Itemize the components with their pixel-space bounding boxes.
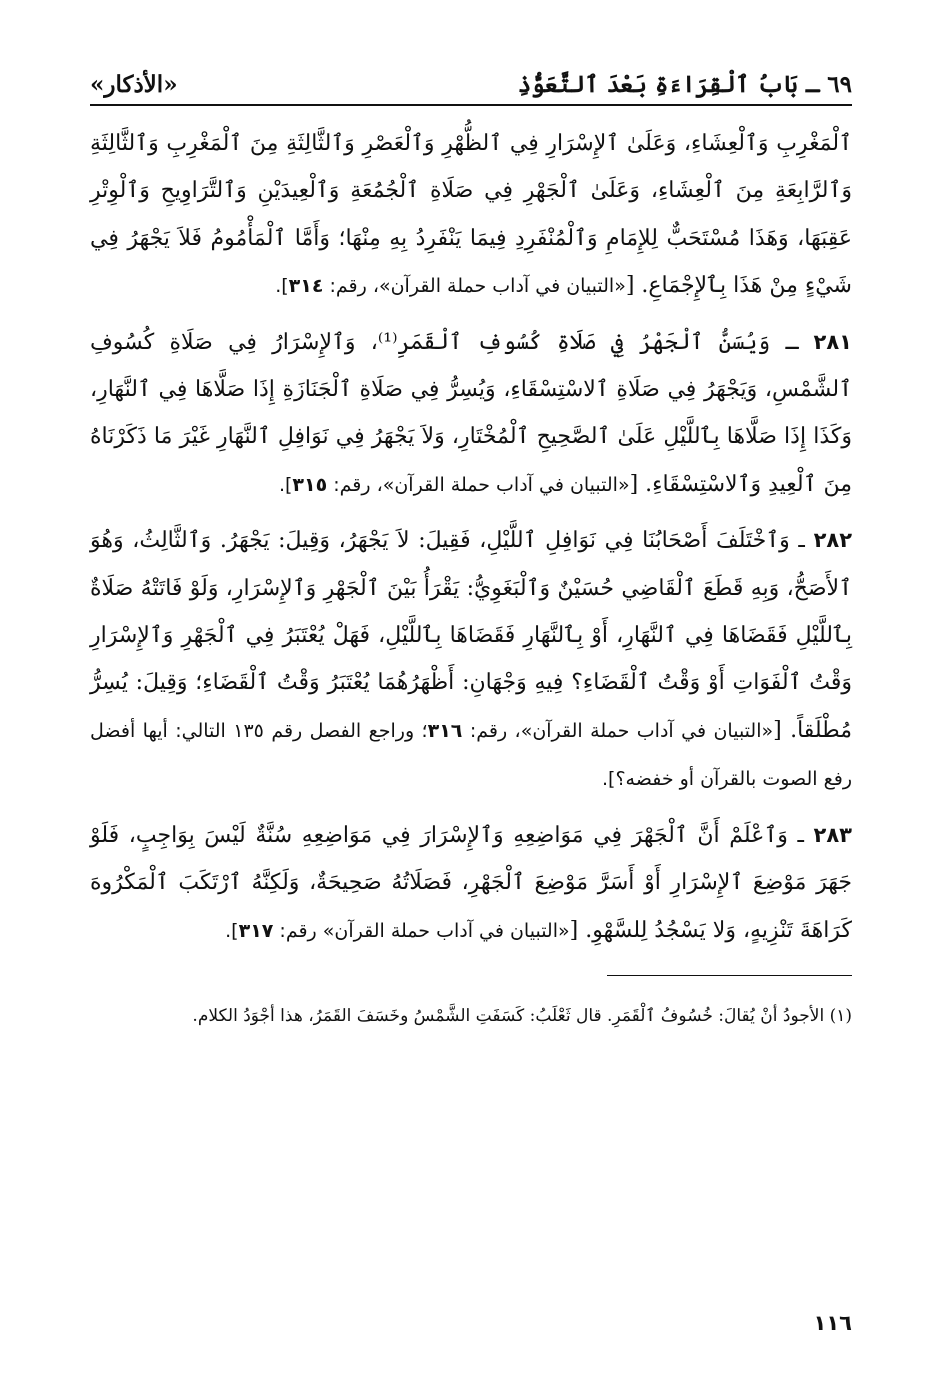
footnote-divider bbox=[607, 975, 852, 976]
paragraph bbox=[90, 517, 852, 803]
page-header bbox=[90, 52, 852, 106]
paragraph bbox=[90, 120, 852, 311]
paragraph-number: ٢٨١ bbox=[813, 329, 852, 354]
paragraph bbox=[90, 319, 852, 510]
page-number: ١١٦ bbox=[813, 1311, 852, 1335]
paragraph-text: ٱلْمَغْرِبِ وَٱلْعِشَاءِ، وَعَلَىٰ ٱلإِسْرَارِ فِي ٱلظُّهْرِ وَٱلْعَصْرِ وَٱلثَّالِثَةِ مِنَ ٱلْمَغْرِبِ وَٱلثَّالِثَةِ وَٱلرَّابِعَةِ مِنَ ٱلْعِشَاءِ، وَعَلَىٰ ٱلْجَهْرِ فِي صَلَاةِ ٱلْجُمُعَةِ وَٱلْعِيدَيْنِ وَٱلتَّرَاوِيحِ وَٱلْوِتْرِ عَقِبَهَا، وَهَذَا مُسْتَحَبٌّ لِلإِمَامِ وَٱلْمُنْفَرِدِ فِيمَا يَنْفَرِدُ بِهِ مِنْهَا؛ وَأَمَّا ٱلْمَأْمُومُ فَلاَ يَجْهَرُ فِي شَيْءٍ مِنْ هَذَا بِٱلإِجْمَاعِ. [ bbox=[90, 131, 852, 299]
citation-end: ]. bbox=[275, 275, 289, 298]
citation-number: ٣١٥ bbox=[292, 473, 328, 496]
paragraph-number: ٢٨٢ bbox=[813, 528, 853, 553]
citation-number: ٣١٦ bbox=[427, 719, 463, 742]
book-title: «الأذكار» bbox=[90, 71, 178, 98]
book-page bbox=[90, 52, 852, 1339]
paragraph bbox=[90, 812, 852, 955]
paragraph-text: ـ وَيُسَنُّ ٱلْجَهْرُ فِي صَلَاةِ كُسُوفِ ٱلْقَمَرِ⁽¹⁾، وَٱلإِسْرَارُ فِي صَلَاةِ كُسُوفِ ٱلشَّمْسِ، وَيَجْهَرُ فِي صَلَاةِ ٱلاسْتِسْقَاءِ، وَيُسِرُّ فِي صَلَاةِ ٱلْجَنَازَةِ إِذَا صَلَّاهَا فِي ٱلنَّهَارِ، وَكَذَا إِذَا صَلَّاهَا بِٱللَّيْلِ عَلَىٰ ٱلصَّحِيحِ ٱلْمُخْتَارِ، وَلاَ يَجْهَرُ فِي نَوَافِلِ ٱلنَّهَارِ غَيْرَ مَا ذَكَرْنَاهُ مِنَ ٱلْعِيدِ وَٱلاسْتِسْقَاءِ. [ bbox=[90, 329, 852, 497]
citation-end: ؛ وراجع الفصل رقم ١٣٥ التالي: أيها أفضل رفع الصوت بالقرآن أو خفضه؟]. bbox=[90, 719, 852, 791]
citation-number: ٣١٤ bbox=[288, 275, 324, 298]
paragraph-number: ٢٨٣ bbox=[813, 822, 852, 847]
citation-end: ]. bbox=[278, 473, 293, 496]
citation: «التبيان في آداب حملة القرآن»، رقم: bbox=[462, 719, 774, 742]
citation: «التبيان في آداب حملة القرآن» رقم: bbox=[273, 919, 570, 942]
citation-number: ٣١٧ bbox=[238, 919, 274, 942]
chapter-title: ٦٩ ـ بَابُ ٱلْقِرَاءَةِ بَعْدَ ٱلتَّعَوُّذِ bbox=[517, 71, 852, 98]
citation-end: ]. bbox=[225, 919, 239, 942]
footnote: (١) الأجودُ أنْ يُقالَ: خُسُوفُ ٱلْقَمَرِ. قال ثَعْلَبُ: كَسَفَتِ الشَّمْسُ وخَسَفَ القَمَرُ، هذا أجْوَدُ الكلام. bbox=[192, 1005, 852, 1026]
citation: «التبيان في آداب حملة القرآن»، رقم: bbox=[323, 275, 626, 298]
main-text bbox=[90, 120, 852, 955]
paragraph-text: ـ وَٱعْلَمْ أَنَّ ٱلْجَهْرَ فِي مَوَاضِعِهِ وَٱلإِسْرَارَ فِي مَوَاضِعِهِ سُنَّةٌ لَيْسَ بِوَاجِبٍ، فَلَوْ جَهَرَ مَوْضِعَ ٱلإِسْرَارِ أَوْ أَسَرَّ مَوْضِعَ ٱلْجَهْرِ، فَصَلَاتُهُ صَحِيحَةٌ، وَلَكِنَّهُ ٱرْتَكَبَ ٱلْمَكْرُوهَ كَرَاهَةَ تَنْزِيهٍ، وَلا يَسْجُدُ لِلسَّهْوِ. [ bbox=[90, 822, 852, 943]
paragraph-text: ـ وَٱخْتَلَفَ أَصْحَابُنَا فِي نَوَافِلِ ٱللَّيْلِ، فَقِيلَ: لاَ يَجْهَرُ، وَقِيلَ: يَجْهَرُ. وَٱلثَّالِثُ، وَهُوَ ٱلأَصَحُّ، وَبِهِ قَطَعَ ٱلْقَاضِي حُسَيْنٌ وَٱلْبَغَوِيُّ: يَقْرَأُ بَيْنَ ٱلْجَهْرِ وَٱلإِسْرَارِ، وَلَوْ فَاتَتْهُ صَلَاةٌ بِٱللَّيْلِ فَقَضَاهَا فِي ٱلنَّهَارِ، أَوْ بِٱلنَّهَارِ فَقَضَاهَا بِٱللَّيْلِ، فَهَلْ يُعْتَبَرُ فِي ٱلْجَهْرِ وَٱلإِسْرَارِ وَقْتُ ٱلْفَوَاتِ أَوْ وَقْتُ ٱلْقَضَاءِ؟ فِيهِ وَجْهَانِ: أَظْهَرُهُمَا يُعْتَبَرُ وَقْتُ ٱلْقَضَاءِ؛ وَقِيلَ: يُسِرُّ مُطْلَقاً. [ bbox=[90, 528, 853, 743]
citation: «التبيان في آداب حملة القرآن»، رقم: bbox=[327, 473, 630, 496]
